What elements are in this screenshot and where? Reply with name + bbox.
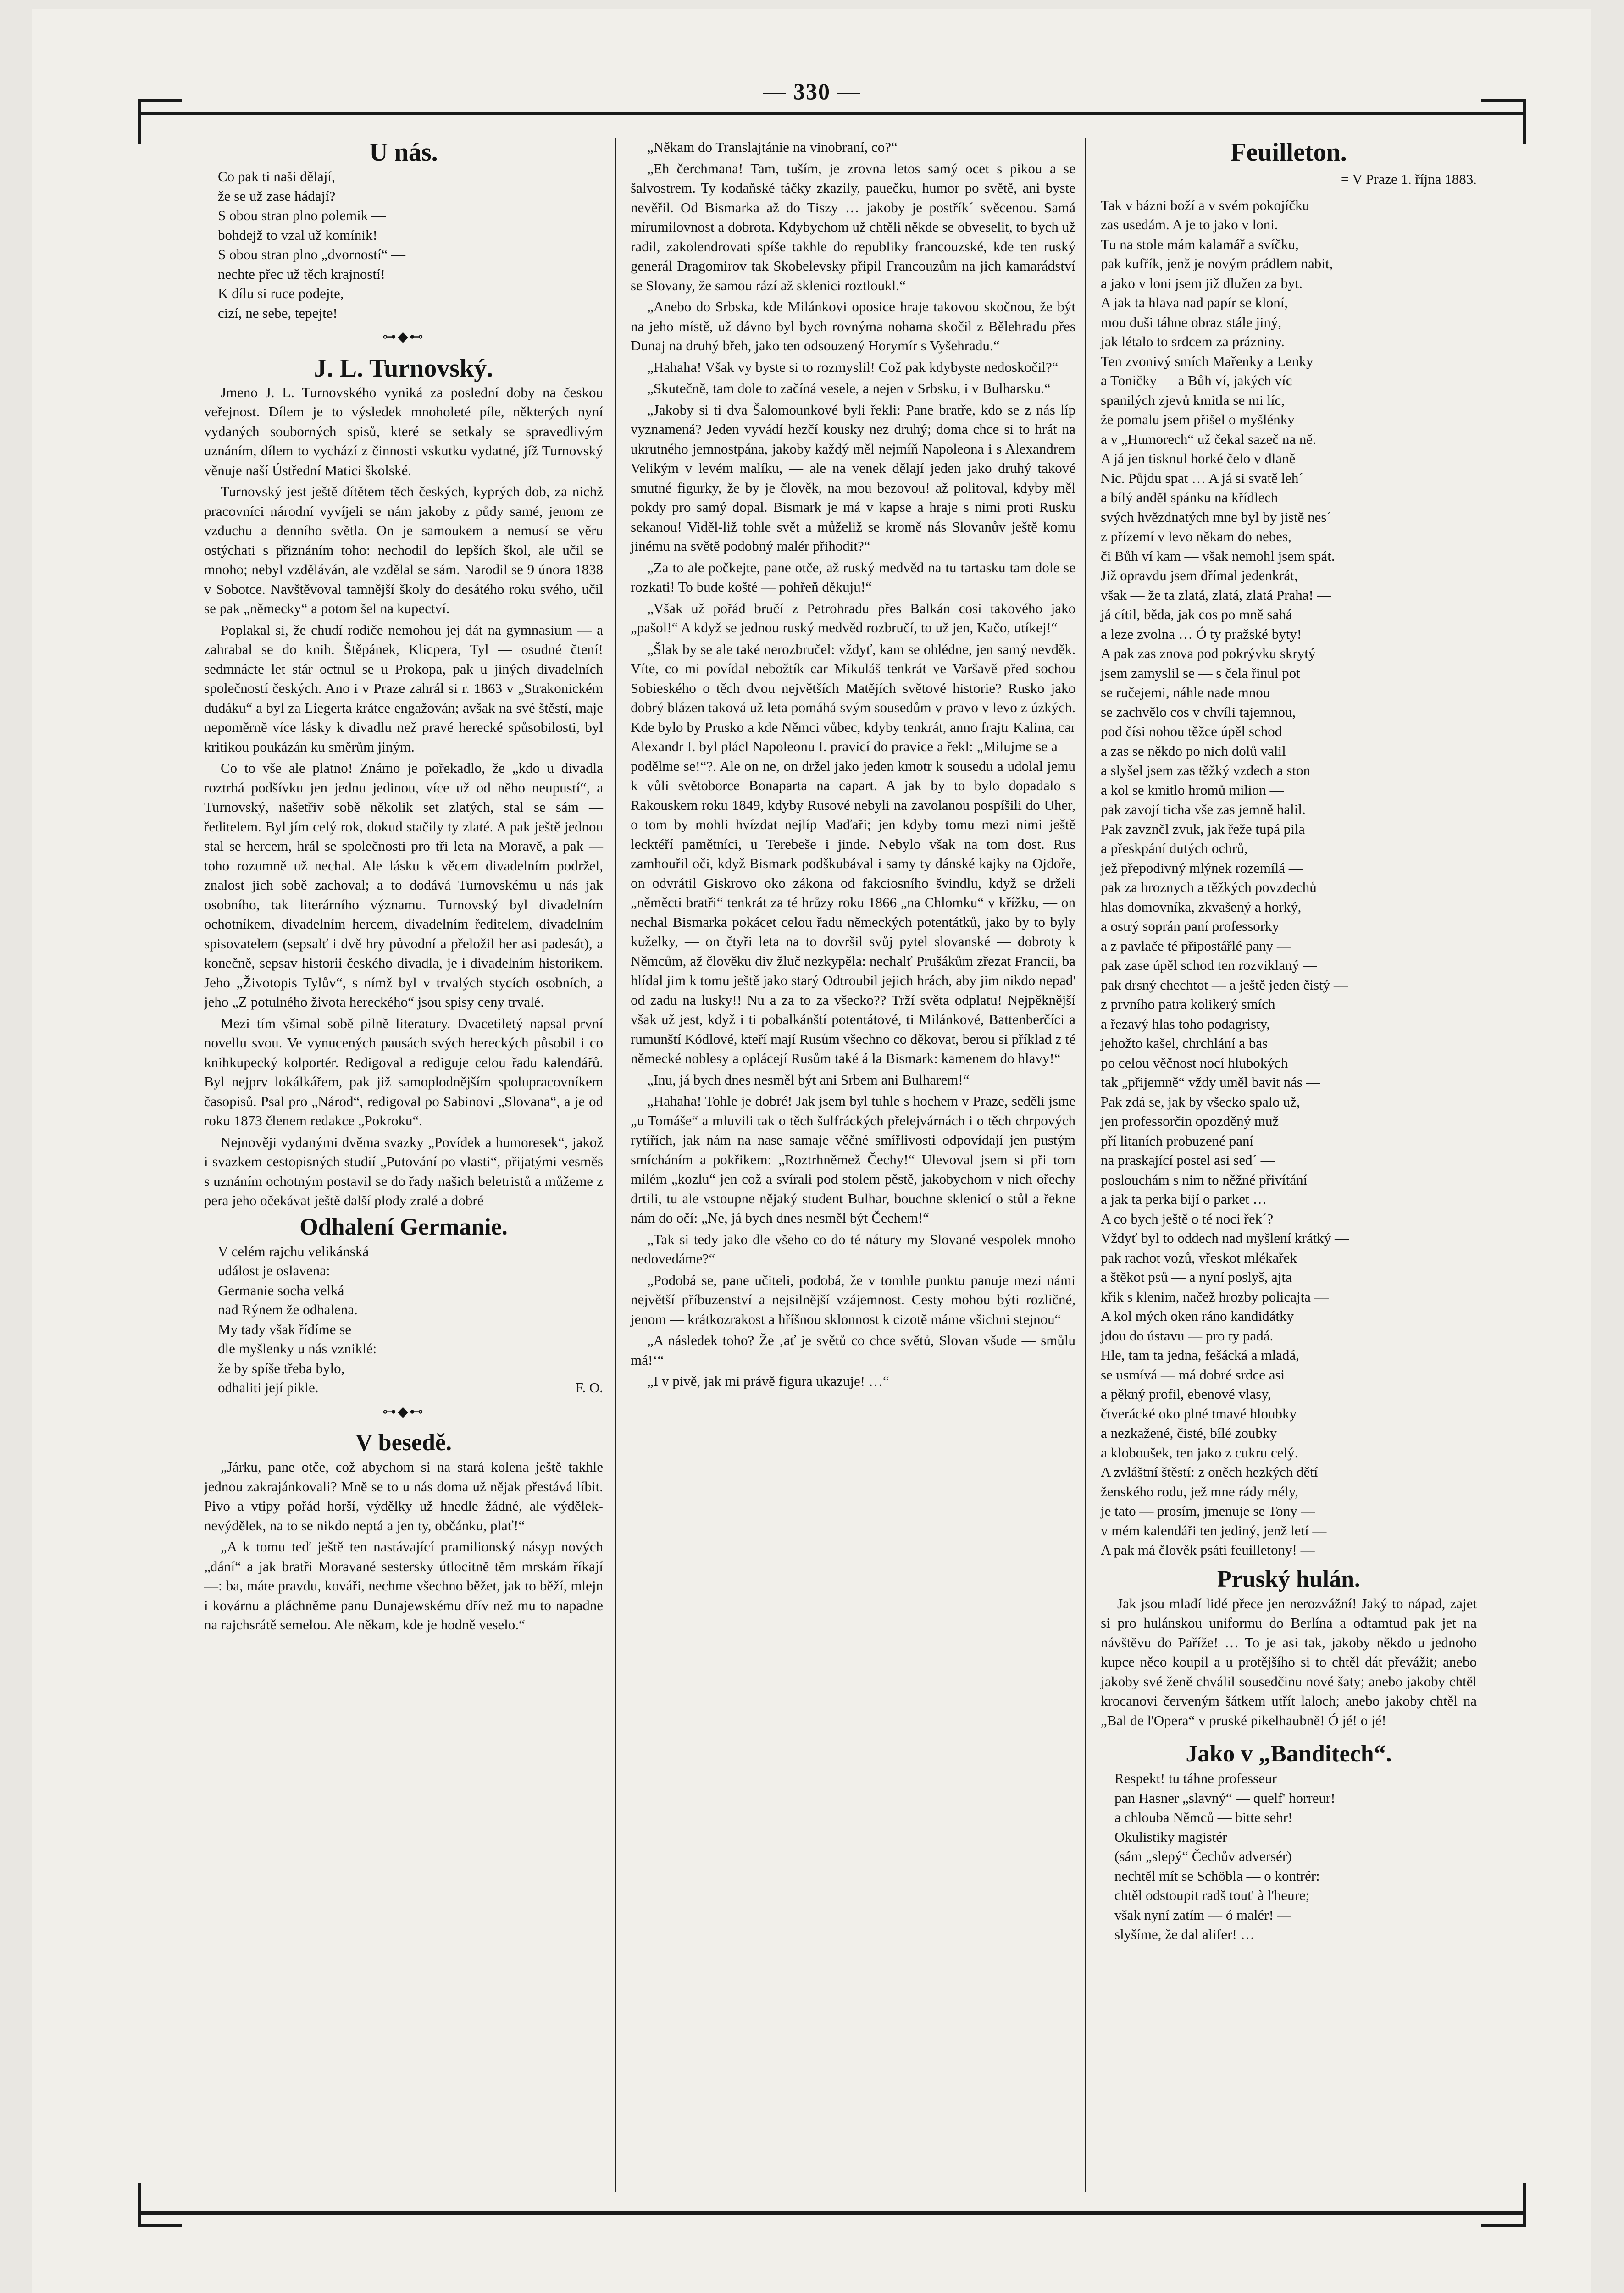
besede-title: V besedě.	[355, 1429, 452, 1456]
poem-line: pan Hasner „slavný“ — quelf' horreur!	[1114, 1789, 1336, 1806]
signature: F. O.	[575, 1379, 603, 1396]
poem-line: slyšíme, že dal alifer! …	[1114, 1926, 1255, 1942]
poem-line: se zachvělo cos v chvíli tajemnou,	[1101, 703, 1296, 720]
banditech-poem	[1114, 1769, 1477, 1944]
poem-line: pak zavojí ticha vše zas jemně halil.	[1101, 801, 1306, 817]
paragraph: „Hahaha! Však vy byste si to rozmyslil! Což pak kdybyste nedoskočil?“	[647, 359, 1059, 375]
poem-line: událost je oslavena:	[218, 1263, 330, 1279]
paragraph: „Hahaha! Tohle je dobré! Jak jsem byl tuhle s hochem v Praze, seděli jsme „u Tomáše“ a mluvili tak o těch šulfráckých přelejvárnách i o těch chrpových rytířích, jak nám na nase samaje věčné smířlivosti odpovídají jen pustým smícháním a pokřikem: „Roztrhněmež Čechy!“ Ulevoval jsem si při tom milém „kozlu“ jen což a svírali pod stolem pěstě, jakobychom v nich ořechy drtili, tu ale vstoupne nějaký student Bulhar, bouchne sklenicí o stůl a řekne nám do očí: „Ne, já bych dnes nesměl být Čechem!“	[631, 1093, 1075, 1226]
poem-line: a leze zvolna … Ó ty pražské byty!	[1101, 626, 1302, 642]
poem-line: chtěl odstoupit radš tout' à l'heure;	[1114, 1887, 1310, 1903]
poem-line: svých hvězdnatých mne byl by jistě nes´	[1101, 509, 1331, 525]
poem-line: a kol se kmitlo hromů milion —	[1101, 781, 1284, 798]
paragraph: Jak jsou mladí lidé přece jen nerozvážní! Jaký to nápad, zajet si pro hulánskou uniformu do Berlína a odtamtud pak jet na návštěvu do Paříže! … To je asi tak, jakoby někdo u jednoho kupce něco koupil a u protějšího si to chtěl dát převážit; anebo jakoby své ženě chválil sousedčinu nové šaty; anebo jakoby chtěl krocanovi červeným šátkem utřít laloch; anebo jakoby chtěl na „Bal de l'Opera“ v pruské pikelhaubně! Ó jé! o jé!	[1101, 1595, 1477, 1728]
paragraph: Mezi tím všimal sobě pilně literatury. Dvacetiletý napsal první novellu svou. Ve vynucených pausách svých hereckých působil i co knihkupecký kolportér. Redigoval a rediguje celou řadu kalendářů. Byl nejprv lokálkářem, pak již samoplodnějším spolupracovníkem časopisů. Psal pro „Národ“, redigoval po Sabinovi „Slovana“, a je od roku 1873 členem redakce „Pokroku“.	[204, 1015, 603, 1129]
poem-line: a přeskpání dutých ochrů,	[1101, 840, 1248, 856]
unas-title: U nás.	[369, 138, 438, 166]
column-divider-1	[615, 138, 616, 2192]
poem-last-line-with-signature	[218, 1378, 603, 1398]
poem-line: Okulistiky magistér	[1114, 1828, 1227, 1845]
poem-line: K dílu si ruce podejte,	[218, 285, 344, 301]
poem-line: pak za hroznych a těžkých povzdechů	[1101, 879, 1317, 895]
poem-line: a Toničky — a Bůh ví, jakých víc	[1101, 372, 1292, 388]
poem-line: Vždyť byl to oddech nad myšlení krátký —	[1101, 1230, 1349, 1246]
paragraph: „I v pivě, jak mi právě figura ukazuje! …“	[647, 1373, 889, 1389]
ornament-divider: ⊶◆⊷	[382, 329, 425, 344]
poem-line: Germanie socha velká	[218, 1282, 344, 1298]
poem-line: na praskající postel asi sed´ —	[1101, 1152, 1275, 1168]
poem-line: a ostrý soprán paní professorky	[1101, 918, 1280, 934]
poem-line: A kol mých oken ráno kandidátky	[1101, 1308, 1294, 1324]
poem-line: však nyní zatím — ó malér! —	[1114, 1906, 1291, 1923]
poem-line: A pak má člověk psáti feuilletony! —	[1101, 1542, 1315, 1558]
frame-corner-bottom-right	[1481, 2183, 1526, 2227]
poem-line: ženského rodu, jež mne rády mély,	[1101, 1483, 1298, 1500]
hulan-title: Pruský hulán.	[1217, 1566, 1361, 1592]
poem-line: A já jen tisknul horké čelo v dlaně — —	[1101, 450, 1331, 466]
poem-line: poslouchám s nim to něžné přivítání	[1101, 1171, 1308, 1188]
paragraph: „Inu, já bych dnes nesměl být ani Srbem ani Bulharem!“	[647, 1071, 970, 1088]
poem-line: z prvního patra kolikerý smích	[1101, 996, 1275, 1012]
poem-line: hlas domovníka, zkvašený a horký,	[1101, 898, 1302, 915]
unas-poem	[218, 167, 603, 323]
frame-corner-bottom-left	[138, 2183, 182, 2227]
germanie-title: Odhalení Germanie.	[299, 1213, 508, 1240]
poem-line: Pak zavznčl zvuk, jak řeže tupá pila	[1101, 820, 1305, 837]
poem-line: pří litaních probuzené paní	[1101, 1132, 1254, 1149]
poem-line: Nic. Půjdu spat … A já si svatě leh´	[1101, 470, 1303, 486]
frame-top-rule	[138, 112, 1523, 115]
poem-line: jak létalo to srdcem za prázniny.	[1101, 333, 1285, 349]
poem-line: se usmívá — má dobré srdce asi	[1101, 1366, 1285, 1383]
poem-line: křik s klenim, načež hrozby policajta —	[1101, 1288, 1329, 1305]
poem-line: A pak zas znova pod pokrývku skrytý	[1101, 645, 1316, 661]
page-number: — 330 —	[763, 78, 861, 104]
paragraph: Nejnověji vydanými dvěma svazky „Povídek a humoresek“, jakož i svazkem cestopisných studií „Putování po vlasti“, přijatými vesměs s uznáním ochotným postavil se do řady našich beletristů a můžeme z pera jeho očekávat ještě další plody zralé a dobré	[204, 1134, 603, 1208]
poem-line: S obou stran plno „dvorností“ —	[218, 246, 405, 262]
paragraph: „A k tomu teď ještě ten nastávající pramilionský násyp nových „dání“ a jak bratři Moravané sestersky útlocitně těm mrskám říkají —: ba, máte pravdu, kováři, nechme všechno běžet, jak to běží, mlejn i kovárnu a pláchněme panu Dunajewskému dřív než mu to napadne na rajchsrátě semelou. Ale někam, kde je hodně veselo.“	[204, 1539, 603, 1633]
poem-line: odhaliti její pikle.	[218, 1379, 319, 1396]
feuilleton-title: Feuilleton.	[1230, 138, 1347, 166]
poem-line: a slyšel jsem zas těžký vzdech a ston	[1101, 762, 1311, 778]
paragraph: „Za to ale počkejte, pane otče, až ruský medvěd na tu tartasku tam dole se rozkati! To bude košté — pohřeň děkuju!“	[631, 559, 1075, 595]
poem-line: že se už zase hádají?	[218, 188, 336, 204]
poem-line: a štěkot psů — a nyní poslyš, ajta	[1101, 1269, 1292, 1285]
poem-line: Respekt! tu táhne professeur	[1114, 1770, 1277, 1786]
poem-line: A zvláštní štěstí: z oněch hezkých dětí	[1101, 1464, 1318, 1480]
poem-line: nechte přec už těch krajností!	[218, 266, 385, 282]
paragraph: „Tak si tedy jako dle všeho co do té nátury my Slované vespolek mnoho nedovedáme?“	[631, 1231, 1075, 1267]
paragraph: Turnovský jest ještě dítětem těch českých, kyprých dob, za nichž pracovníci národní vyvíjeli se nám jakoby z půdy samé, jenom ze vzduchu a denního světla. On je samoukem a nemusí se věru ostýchati s přiznáním toho: nechodil do lepších škol, ale učil se mnoho; nebyl vzděláván, ale vzdělal se sám. Narodil se 9 února 1838 v Sobotce. Navštěvoval tamnější školy do desátého roku svého, učil se pak „německy“ a potom šel na kupectví.	[204, 483, 603, 616]
poem-line: tak „přijemně“ vždy uměl bavit nás —	[1101, 1074, 1320, 1090]
paragraph: „Však už pořád bručí z Petrohradu přes Balkán cosi takového jako „pašol!“ A když se jednou ruský medvěd rozbručí, to už jen, Kačo, utíkej!“	[631, 600, 1075, 636]
feuilleton-poem	[1101, 196, 1477, 1560]
poem-line: či Bůh ví kam — však nemohl jsem spát.	[1101, 548, 1335, 564]
column-1	[204, 138, 603, 1637]
paragraph: „Járku, pane otče, což abychom si na stará kolena ještě takhle jednou zakrajánkovali? Mně se to u nás doma už nějak přestává líbit. Pivo a vtipy pořád horší, výdělky už hnedle žádné, ale výdělek-nevýdělek, na to se nikdo neptá a jen ty, občánku, plať!“	[204, 1459, 603, 1534]
poem-line: Tak v bázni boží a v svém pokojíčku	[1101, 197, 1309, 213]
frame-corner-top-left	[138, 99, 182, 144]
poem-line: v mém kalendáři ten jediný, jenž letí —	[1101, 1522, 1327, 1539]
paragraph: „Eh čerchmana! Tam, tuším, je zrovna letos samý ocet s pikou a se šalvostrem. Ty kodaňské táčky zkazily, pauečku, humor po světě, ani byste nevěřil. Od Bismarka až do Tiszy … jakoby je postřík´ svěcenou. Samá mírumilovnost a dobrota. Kdybychom už chtěli někde se obveselit, to bych už radil, zakolendrovati spíše takhle do republiky francouzské, kde ten ruský generál Dragomirov tak Skobelevsky připil Francouzům na jich kamarádství se Slovany, že samou rází až sklenici roztloukl.“	[631, 160, 1075, 294]
poem-line: je tato — prosím, jmenuje se Tony —	[1101, 1503, 1315, 1519]
poem-line: jehožto kašel, chrchlání a bas	[1101, 1035, 1268, 1051]
poem-line: a bílý anděl spánku na křídlech	[1101, 489, 1278, 505]
poem-line: že pomalu jsem přišel o myšlénky —	[1101, 411, 1313, 427]
poem-line: Již opravdu jsem dřímal jedenkrát,	[1101, 567, 1298, 583]
poem-line: Tu na stole mám kalamář a svíčku,	[1101, 236, 1299, 252]
paragraph: „Jakoby si ti dva Šalomounkové byli řekli: Pane bratře, kdo se z nás líp vyznamená? Jeden vyvádí hezčí kousky nez druhý; doma chce si to hrát na ukrutného jemnostpána, jakoby každý měl nejmíň Napoleona i s Alexandrem Velikým v levém malíku, — ale na venek dělají jeden jako druhý takové smutné figurky, že by je člověk, na mou bezovou! až politoval, kdyby měl pokdy pro samý dopal. Bismark je má v kapse a hraje s nimi proti Rusku sekanou! Viděl-liž tohle svět a můželiž se kromě nás Slovanův ještě komu jinému na světě podobný malér přihodit?“	[631, 401, 1075, 554]
germanie-poem	[218, 1242, 603, 1398]
poem-line: (sám „slepý“ Čechův adversér)	[1114, 1848, 1292, 1864]
column-3	[1101, 138, 1477, 1949]
poem-line: Co pak ti naši dělají,	[218, 168, 335, 184]
paragraph: „Skutečně, tam dole to začíná vesele, a nejen v Srbsku, i v Bulharsku.“	[647, 380, 1051, 396]
poem-line: jen professorčin opozděný muž	[1101, 1113, 1279, 1129]
poem-line: a chlouba Němců — bitte sehr!	[1114, 1809, 1293, 1825]
banditech-title: Jako v „Banditech“.	[1186, 1741, 1392, 1767]
poem-line: z přízemí v levo někam do nebes,	[1101, 528, 1291, 544]
poem-line: My tady však řídíme se	[218, 1321, 352, 1337]
frame-bottom-rule	[138, 2211, 1523, 2215]
poem-line: a v „Humorech“ už čekal sazeč na ně.	[1101, 431, 1316, 447]
poem-line: pak rachot vozů, vřeskot mlékařek	[1101, 1249, 1297, 1266]
poem-line: nad Rýnem že odhalena.	[218, 1302, 358, 1318]
ornament-divider: ⊶◆⊷	[382, 1404, 425, 1419]
poem-line: Ten zvonivý smích Mařenky a Lenky	[1101, 353, 1314, 369]
poem-line: A jak ta hlava nad papír se kloní,	[1101, 294, 1288, 310]
column-2	[631, 138, 1075, 1393]
poem-line: pak zase úpěl schod ten rozviklaný —	[1101, 957, 1317, 973]
paragraph: „Anebo do Srbska, kde Milánkovi oposice hraje takovou skočnou, že být na jeho místě, už dávno byl bych rovnýma nohama skočil z Bělehradu přes Dunaj na druhý břeh, jako ten odsouzený Horymír s Vyšehradu.“	[631, 299, 1075, 354]
poem-line: pak kufřík, jenž je novým prádlem nabit,	[1101, 255, 1333, 271]
poem-line: však — že ta zlatá, zlatá, zlatá Praha! —	[1101, 587, 1331, 603]
poem-line: Pak zdá se, jak by všecko spalo už,	[1101, 1093, 1300, 1110]
poem-line: A co bych ještě o té noci řek´?	[1101, 1210, 1274, 1227]
poem-line: pak drsný chechtot — a ještě jeden čistý —	[1101, 976, 1348, 993]
paragraph: Co to vše ale platno! Známo je pořekadlo, že „kdo u divadla roztrhá podšívku jen jednu jedinou, více už od něho neupustí“, a Turnovský, našetřiv sobě několik set zlatých, stal se sám — ředitelem. Byl jím celý rok, dokud stačily ty zlaté. A pak ještě jednou stal se hercem, hrál se společnosti pro tři leta na Moravě, a pak — toho rozumně už nechal. Ale lásku k věcem divadelním podržel, znalost jich sobě zachoval; a to dodává Turnovskému u nás jak osobního, tak literárního významu. Turnovský byl divadelním ochotníkem, divadelním hercem, divadelním ředitelem, divadelním spisovatelem (sepsalť i dvě hry původní a přeložil her asi padesát), a konečně, sepsav historii českého divadla, je i divadelním historikem. Jeho „Životopis Tylův“, s nímž byl v trvalých stycích osobních, a jeho „Z potulného života hereckého“ jsou spisy ceny trvalé.	[204, 760, 603, 1010]
poem-line: cizí, ne sebe, tepejte!	[218, 305, 338, 321]
poem-line: pod čísi nohou těžce úpěl schod	[1101, 723, 1282, 739]
poem-line: bohdejž to vzal už komínik!	[218, 227, 377, 243]
column-divider-2	[1085, 138, 1086, 2192]
poem-line: a jak ta perka bijí o parket …	[1101, 1191, 1267, 1207]
poem-line: zas usedám. A je to jako v loni.	[1101, 216, 1278, 233]
poem-line: po celou věčnost nocí hlubokých	[1101, 1054, 1288, 1071]
poem-line: V celém rajchu velikánská	[218, 1243, 369, 1259]
poem-line: čtverácké oko plné tmavé hloubky	[1101, 1405, 1297, 1422]
poem-line: jsem zamyslil se — s čela řinul pot	[1101, 665, 1300, 681]
frame-corner-top-right	[1481, 99, 1526, 144]
poem-line: dle myšlenky u nás vzniklé:	[218, 1340, 377, 1357]
poem-line: a jako v loni jsem již dlužen za byt.	[1101, 275, 1303, 291]
poem-line: já cítil, běda, jak cos po mně sahá	[1101, 606, 1292, 622]
paragraph: „Šlak by se ale také nerozbručel: vždyť, kam se ohlédne, jen samý nevděk. Víte, co mi povídal nebožtík car Mikuláš tenkrát ve Varšavě před sochou Sobieského o těch dvou největších Matějích světové historie? Rusko jako dobrý blázen taková už leta pomáhá svým sousedům v pravo v levo z úzkých. Kde bylo by Prusko a kde Němci vůbec, kdyby tenkrát, anno frajtr Kalina, car Alexandr I. byl plácl Napoleonu I. pravicí do pravice a řekl: „Milujme se a — podělme se!“?. Ale on ne, on držel jako jeden kmotr k sousedu a udolal jemu k vůli světoborce Bonaparta na capart. A jak by to bylo dopadalo s Rakouskem roku 1849, kdyby Rusové nebyli na zavolanou pospíšili do Uher, o tom by mohli hvízdat nejlíp Maďaři; jen kdyby tomu mezi nimi ještě lecktéří pamětníci, u Terebeše i jinde. Nebylo však na tom dost. Rus zamhouřil oči, když Bismark podškubával i samy ty dánské kajky na Ojdoře, on odvrátil Giskrovo oko zákona od fakciosního švindlu, když se drželi „něměcti bratři“ tenkrát za té hrůzy roku 1866 „na Chlomku“ v křížku, — on nechal Bismarka pokácet celou řadu německých potentátků, jako by to byly kuželky, — on čtyři leta na to dovršil svůj pytel slovanské — dobroty k Němcům, až člověku div žluč nezkypěla: nechalť Prušákům zřezat Francii, ba hlídal jim k tomu ještě jako starý Odtroubil jejich hrách, aby jim nikdo nepad' od zadu na lusky!! Nu a za to za všecko?? Trží světa odplatu! Nejpěknější však už jest, když i ti pobalkánští potentátové, ti Milánkové, Battenberčíci a rumunští Kódlové, kteří mají Rusům všechno co děkovat, berou si příklad z té německé noblesy a oplácejí Rusům také á la Bismark: kamenem do hlavy!“	[631, 641, 1075, 1066]
paragraph: Jmeno J. L. Turnovského vyniká za poslední doby na českou veřejnost. Dílem je to výsledek mnoholeté píle, některých nyní vydaných souborných spisů, které se setkaly se spravedlivým uznáním, dílem to vychází z činnosti vskutku vydatné, jíž Turnovský věnuje naší Ústřední Matici školské.	[204, 384, 603, 478]
poem-line: mou duši táhne obraz stále jiný,	[1101, 314, 1282, 330]
poem-line: a zas se někdo po nich dolů valil	[1101, 742, 1286, 759]
poem-line: Hle, tam ta jedna, fešácká a mladá,	[1101, 1347, 1299, 1363]
poem-line: nechtěl mít se Schöbla — o kontrér:	[1114, 1867, 1320, 1884]
poem-line: a pěkný profil, ebenové vlasy,	[1101, 1386, 1271, 1402]
paragraph: Poplakal si, že chudí rodiče nemohou jej dát na gymnasium — a zahrabal se do knih. Štěpánek, Klicpera, Tyl — osudné čtení! sedmnácte let stár octnul se u Prokopa, pak u jiných divadelních společností českých. Ano i v Praze zahrál si r. 1863 v „Strakonickém dudáku“ a byl za Liegerta krátce engažován; avšak na své štěstí, maje nepoměrně více lásky k divadlu než pravé herecké spůsobilosti, byl kritikou poukázán ku směrům jiným.	[204, 621, 603, 755]
poem-line: se ručejemi, náhle nade mnou	[1101, 684, 1270, 700]
poem-line: jdou do ústavu — pro ty padá.	[1101, 1327, 1274, 1344]
turnovsky-title: J. L. Turnovský.	[314, 354, 493, 382]
poem-line: a řezavý hlas toho podagristy,	[1101, 1015, 1270, 1032]
poem-line: spanilých zjevů kmitla se mi líc,	[1101, 392, 1285, 408]
paragraph: „Podobá se, pane učiteli, podobá, že v tomhle punktu panuje mezi námi největší příbuzenství a nejsilnější vzájemnost. Cesty mohou býti rozličné, jenom — krátkozrakost a hříšnou sklonnost k cizotě máme všichni stejnou“	[631, 1272, 1075, 1327]
poem-line: S obou stran plno polemik —	[218, 207, 386, 223]
poem-line: jež přepodivný mlýnek rozemílá —	[1101, 859, 1303, 876]
poem-line: a kloboušek, ten jako z cukru celý.	[1101, 1444, 1298, 1461]
poem-line: že by spíše třeba bylo,	[218, 1360, 345, 1376]
poem-line: a z pavlače té připostářlé pany —	[1101, 937, 1291, 954]
poem-line: a nezkažené, čisté, bílé zoubky	[1101, 1425, 1277, 1441]
paragraph: „A následek toho? Že ‚ať je světů co chce světů, Slovan všude — smůlu má!‘“	[631, 1332, 1075, 1368]
feuilleton-date: = V Praze 1. října 1883.	[1341, 171, 1477, 187]
paragraph: „Někam do Translajtánie na vinobraní, co?“	[647, 139, 898, 155]
